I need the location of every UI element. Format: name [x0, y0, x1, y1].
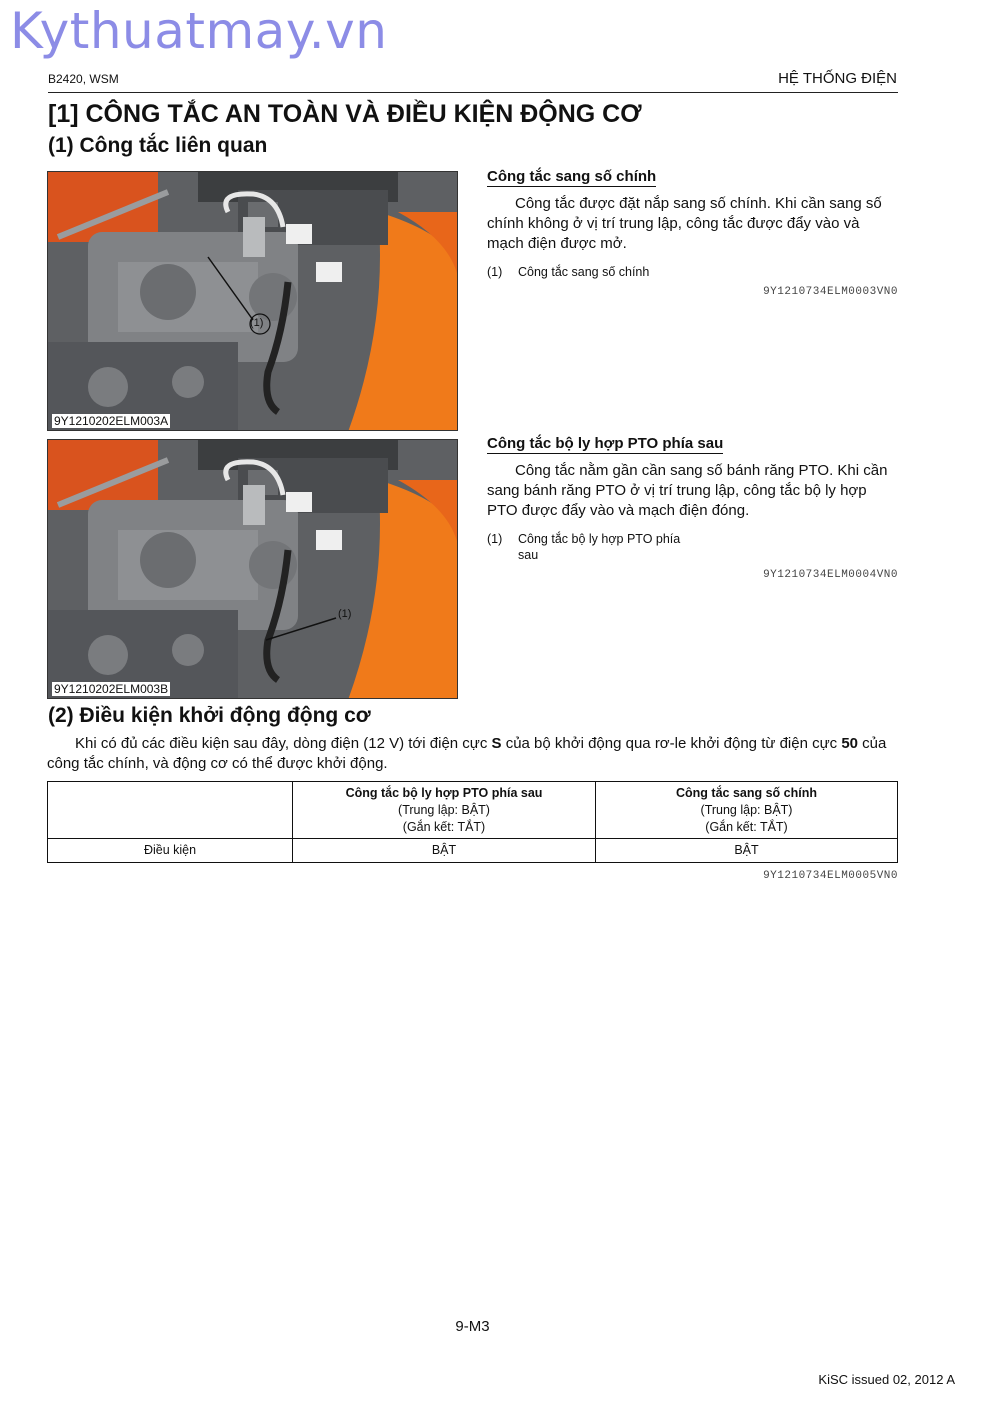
header-rule: [48, 92, 898, 93]
section-heading-related-switches: (1) Công tắc liên quan: [48, 134, 268, 157]
photo-code: 9Y1210202ELM003A: [54, 414, 169, 428]
document-code: 9Y1210734ELM0004VN0: [763, 569, 898, 581]
pto-clutch-switch-section: [487, 434, 898, 581]
photo-main-shift-switch: [47, 171, 458, 431]
table-cell: BẬT: [293, 839, 596, 863]
table-row: [48, 839, 898, 863]
section-title: Công tắc sang số chính: [487, 168, 657, 185]
paragraph-text: của công tắc chính, và động cơ có thể được khởi động.: [47, 735, 887, 772]
photo-pto-clutch-switch: [47, 439, 458, 699]
paragraph-text: Khi có đủ các điều kiện sau đây, dòng điện (12 V) tới điện cực: [75, 735, 492, 752]
document-code: 9Y1210734ELM0003VN0: [763, 286, 898, 298]
table-corner-cell: [48, 782, 293, 839]
caption-text: Công tắc bộ ly hợp PTO phía sau: [518, 532, 681, 562]
figure-caption: [487, 264, 697, 280]
caption-number: (1): [487, 532, 503, 546]
table-header-cell: [596, 782, 898, 839]
watermark: Kythuatmay.vn: [10, 2, 388, 60]
table-cell: BẬT: [596, 839, 898, 863]
column-note: (Trung lập: BẬT): [700, 802, 793, 817]
section-body: Công tắc nằm gần cần sang số bánh răng PTO. Khi cần sang bánh răng PTO ở vị trí trung lập, công tắc bộ ly hợp PTO được đẩy vào và mạch điện đóng.: [487, 462, 888, 519]
table-header-cell: [293, 782, 596, 839]
terminal-50: 50: [841, 735, 858, 752]
page-title: [1] CÔNG TẮC AN TOÀN VÀ ĐIỀU KIỆN ĐỘNG CƠ: [48, 100, 642, 128]
start-conditions-table: [47, 781, 898, 863]
engine-photo-illustration: [48, 172, 458, 431]
row-label: Điều kiện: [48, 839, 293, 863]
page-number: 9-M3: [455, 1318, 490, 1335]
header-model: B2420, WSM: [48, 72, 119, 86]
section-title: Công tắc bộ ly hợp PTO phía sau: [487, 435, 724, 452]
figure-caption: [487, 531, 697, 563]
column-title: Công tắc sang số chính: [676, 785, 817, 800]
caption-text: Công tắc sang số chính: [518, 265, 650, 279]
column-note: (Trung lập: BẬT): [398, 802, 490, 817]
terminal-s: S: [491, 735, 502, 752]
photo-callout: (1): [250, 317, 264, 329]
section-body: Công tắc được đặt nắp sang số chính. Khi cần sang số chính không ở vị trí trung lập, công tắc được đẩy vào và mạch điện được mở.: [487, 195, 882, 252]
start-conditions-paragraph: [47, 734, 899, 774]
photo-code: 9Y1210202ELM003B: [54, 682, 169, 696]
main-shift-switch-section: [487, 167, 898, 298]
column-note: (Gắn kết: TẮT): [402, 819, 486, 834]
photo-callout: (1): [338, 608, 352, 620]
document-code: 9Y1210734ELM0005VN0: [763, 870, 898, 882]
engine-photo-illustration: [48, 440, 458, 699]
paragraph-text: của bộ khởi động qua rơ-le khởi động từ điện cực: [501, 735, 842, 752]
section-heading-start-conditions: (2) Điều kiện khởi động động cơ: [48, 704, 371, 727]
column-title: Công tắc bộ ly hợp PTO phía sau: [345, 785, 543, 800]
header-chapter: HỆ THỐNG ĐIỆN: [778, 70, 897, 87]
issue-note: KiSC issued 02, 2012 A: [818, 1372, 955, 1387]
table-header-row: [48, 782, 898, 839]
caption-number: (1): [487, 265, 503, 279]
column-note: (Gắn kết: TẮT): [705, 819, 788, 834]
